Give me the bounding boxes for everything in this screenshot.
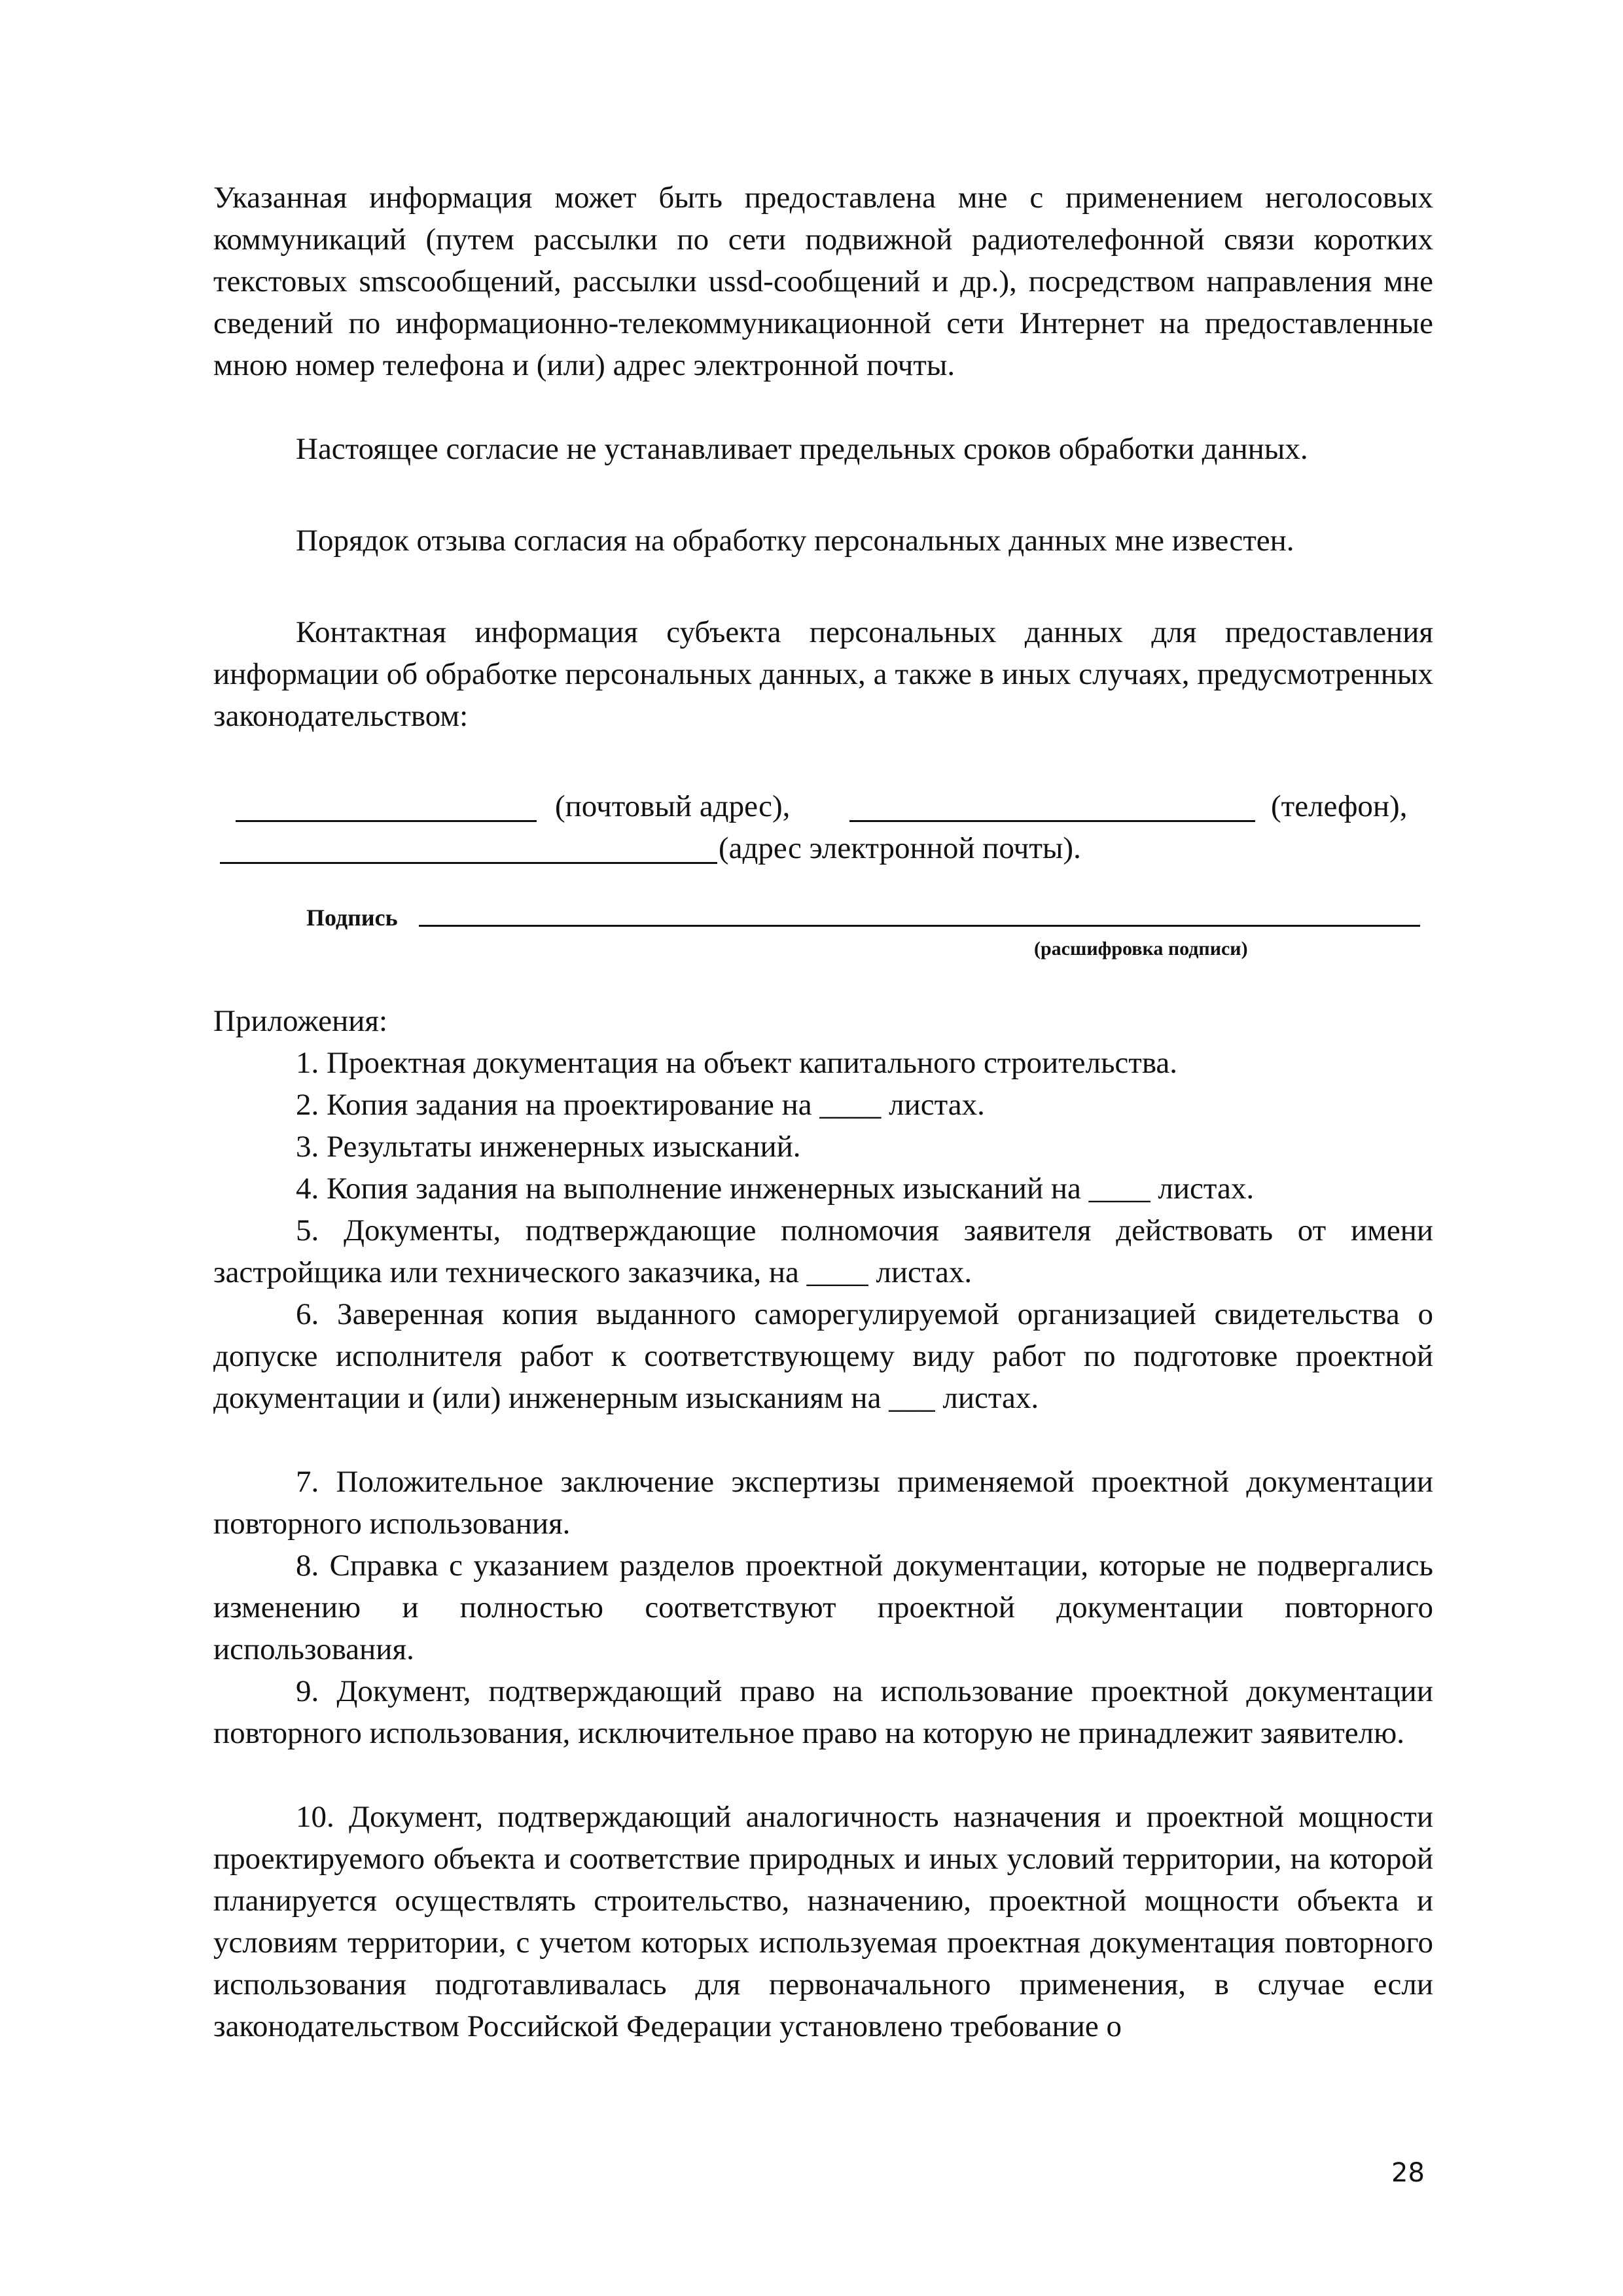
appendix-item-7: 7. Положительное заключение экспертизы применяемой проектной документации повторного использования. <box>213 1465 1433 1541</box>
postal-address-label: (почтовый адрес), <box>555 789 791 823</box>
appendix-item-2: 2. Копия задания на проектирование на ____ листах. <box>296 1088 985 1122</box>
signature-line[interactable] <box>419 925 1420 927</box>
postal-address-blank[interactable] <box>236 820 537 822</box>
paragraph-no-time-limit: Настоящее согласие не устанавливает предельных сроков обработки данных. <box>296 432 1308 466</box>
paragraph-revocation: Порядок отзыва согласия на обработку персональных данных мне известен. <box>296 524 1294 558</box>
appendix-item-3: 3. Результаты инженерных изысканий. <box>296 1130 801 1164</box>
appendix-item-9: 9. Документ, подтверждающий право на использование проектной документации повторного использования, исключительное право на которую не принадлежит заявителю. <box>213 1674 1433 1750</box>
phone-label: (телефон), <box>1271 789 1408 823</box>
appendix-heading: Приложения: <box>213 1004 388 1038</box>
appendix-item-1: 1. Проектная документация на объект капитального строительства. <box>296 1046 1178 1080</box>
paragraph-contact-info: Контактная информация субъекта персональных данных для предоставления информации об обработке персональных данных, а также в иных случаях, предусмотренных законодательством: <box>213 615 1433 733</box>
paragraph-communications: Указанная информация может быть предоставлена мне с применением неголосовых коммуникаций (путем рассылки по сети подвижной радиотелефонной связи коротких текстовых smsсообщений, рассылки ussd-сообщений и др.), посредством направления мне сведений по информационно-телекоммуникационной сети Интернет на предоставленные мною номер телефона и (или) адрес электронной почты. <box>213 181 1433 382</box>
appendix-item-4: 4. Копия задания на выполнение инженерных изысканий на ____ листах. <box>296 1172 1255 1206</box>
phone-blank[interactable] <box>849 820 1255 822</box>
appendix-item-5: 5. Документы, подтверждающие полномочия заявителя действовать от имени застройщика или технического заказчика, на ____ листах. <box>213 1213 1433 1289</box>
email-label: (адрес электронной почты). <box>719 831 1081 865</box>
signature-label: Подпись <box>306 905 398 931</box>
appendix-item-8: 8. Справка с указанием разделов проектной документации, которые не подвергались изменению и полностью соответствуют проектной документации повторного использования. <box>213 1549 1433 1666</box>
appendix-item-6: 6. Заверенная копия выданного саморегулируемой организацией свидетельства о допуске исполнителя работ к соответствующему виду работ по подготовке проектной документации и (или) инженерным изысканиям на ___ листах. <box>213 1297 1433 1415</box>
email-blank[interactable] <box>220 862 717 864</box>
signature-transcript-note: (расшифровка подписи) <box>1034 938 1248 960</box>
appendix-item-10: 10. Документ, подтверждающий аналогичность назначения и проектной мощности проектируемого объекта и соответствие природных и иных условий территории, на которой планируется осуществлять строительство, назначению, проектной мощности объекта и условиям территории, с учетом которых используемая проектная документация повторного использования подготавливалась для первоначального применения, в случае если законодательством Российской Федерации установлено требование о <box>213 1800 1433 2043</box>
page-number: 28 <box>1391 2158 1425 2188</box>
